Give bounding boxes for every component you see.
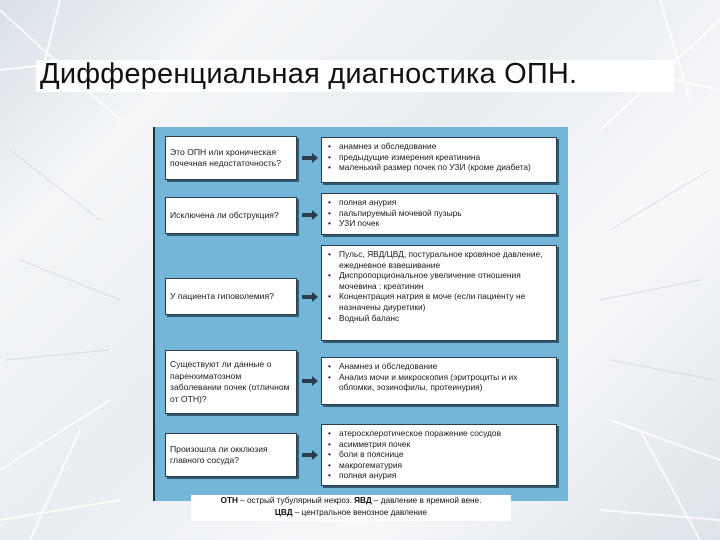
arrow-right-icon: [302, 292, 318, 302]
answer-item: • пальпируемый мочевой пузырь: [326, 208, 552, 219]
answer-item: • боли в пояснице: [326, 449, 552, 460]
answer-box-parenchymal: [321, 357, 557, 405]
footnote-abbr: ЦВД: [274, 508, 293, 517]
answer-item: • атеросклеротическое поражение сосудов: [326, 428, 552, 439]
arrow-right-icon: [302, 376, 318, 386]
question-box-obstruction: [165, 197, 297, 234]
question-box-occlusion: [165, 433, 297, 477]
answer-list: [326, 249, 552, 323]
footnote-abbr: ОТН: [220, 496, 238, 505]
answer-item: • Анамнез и обследование: [326, 361, 552, 372]
arrow-right-icon: [302, 210, 318, 220]
question-text: У пациента гиповолемия?: [170, 290, 274, 301]
answer-item: • УЗИ почек: [326, 218, 552, 229]
question-box-parenchymal: [165, 350, 297, 414]
answer-item: • Пульс, ЯВД/ЦВД, постуральное кровяное давление, ежедневное взвешивание: [326, 249, 552, 270]
answer-item: • маленький размер почек по УЗИ (кроме диабета): [326, 162, 552, 173]
answer-item: • Концентрация натрия в моче (если пациенту не назначены диуретики): [326, 291, 552, 312]
answer-box-chronic: [321, 137, 557, 183]
answer-box-occlusion: [321, 424, 557, 486]
answer-item: • макрогематурия: [326, 460, 552, 471]
answer-item: • асимметрия почек: [326, 439, 552, 450]
answer-item: • полная анурия: [326, 197, 552, 208]
page-title: Дифференциальная диагностика ОПН.: [40, 58, 578, 90]
question-box-hypovolemia: [165, 278, 297, 315]
answer-list: [326, 428, 552, 481]
answer-item: • Диспропорциональное увеличение отношения мочевина : креатинин: [326, 270, 552, 291]
arrow-right-icon: [302, 450, 318, 460]
question-box-chronic: [165, 136, 297, 180]
footnote-text: – давление в яремной вене.: [371, 496, 482, 505]
footnote-text: – центральное венозное давление: [292, 508, 428, 517]
diagnosis-flowchart: [153, 127, 568, 501]
answer-list: [326, 197, 552, 229]
question-text: Это ОПН или хроническая почечная недостаточность?: [170, 146, 282, 168]
answer-item: • предыдущие измерения креатинина: [326, 152, 552, 163]
question-text: Произошла ли окклюзия главного сосуда?: [170, 443, 268, 465]
answer-list: [326, 141, 552, 173]
footnote: [191, 495, 511, 521]
answer-item: • анамнез и обследование: [326, 141, 552, 152]
footnote-abbr: ЯВД: [354, 496, 372, 505]
question-text: Существуют ли данные о паренхиматозном заболевании почек (отличном от ОТН)?: [170, 359, 290, 404]
answer-list: [326, 361, 552, 393]
answer-item: • полная анурия: [326, 470, 552, 481]
answer-box-hypovolemia: [321, 245, 557, 341]
answer-item: • Анализ мочи и микроскопия (эритроциты и их обломки, эозинофилы, протеинурия): [326, 372, 552, 393]
arrow-right-icon: [302, 153, 318, 163]
answer-item: • Водный баланс: [326, 313, 552, 324]
answer-box-obstruction: [321, 193, 557, 235]
question-text: Исключена ли обструкция?: [170, 209, 279, 220]
footnote-text: – острый тубулярный некроз.: [237, 496, 355, 505]
